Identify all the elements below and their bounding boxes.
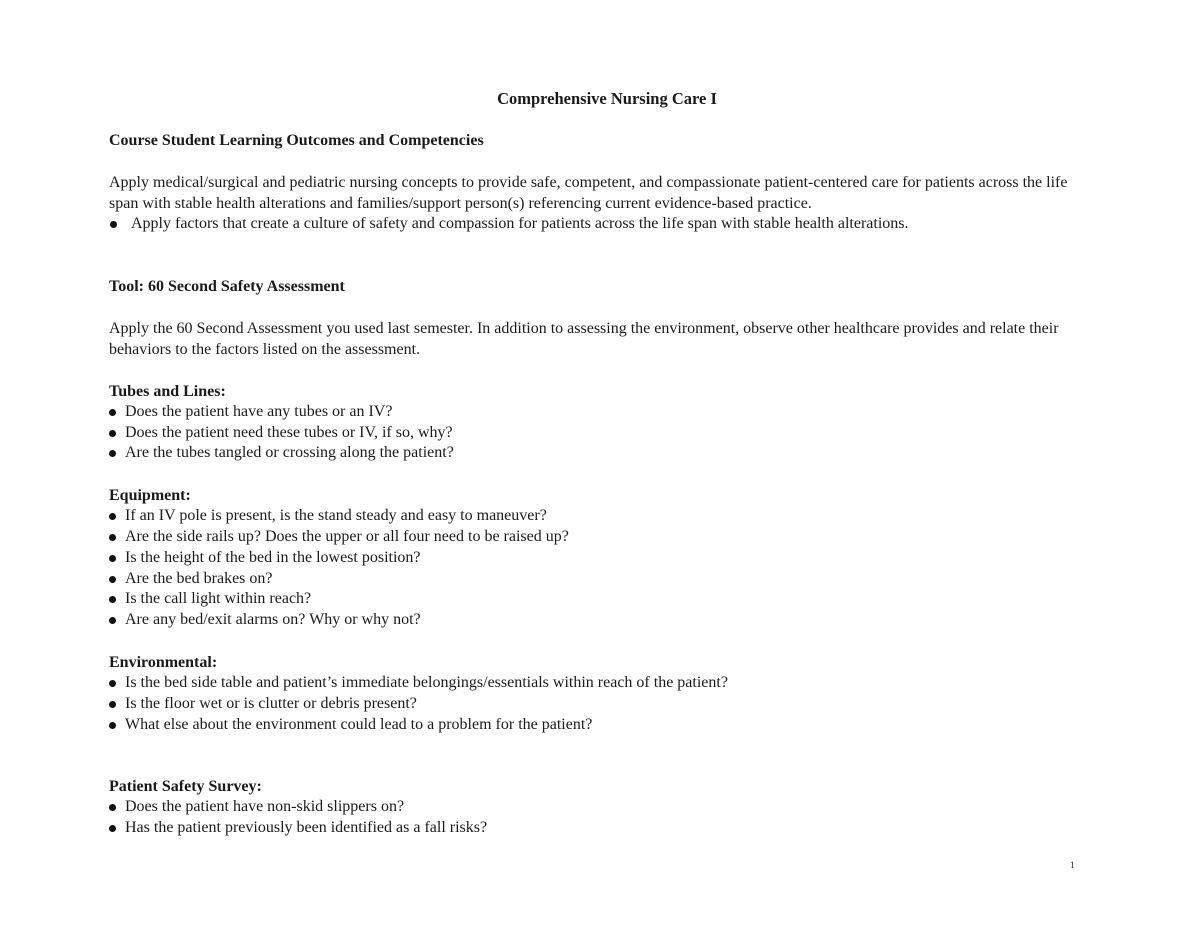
list-item: Does the patient need these tubes or IV, if so, why? <box>109 423 1089 444</box>
page-number: 1 <box>1070 860 1075 870</box>
list-item: Does the patient have non-skid slippers on? <box>109 797 1089 818</box>
list-item: Is the call light within reach? <box>109 589 1089 610</box>
tool-heading: Tool: 60 Second Safety Assessment <box>109 277 345 295</box>
tool-paragraph: Apply the 60 Second Assessment you used last semester. In addition to assessing the environment, observe other healthcare provides and relate their behaviors to the factors listed on the assessment. <box>109 319 1059 358</box>
list-item: Apply factors that create a culture of safety and compassion for patients across the life span with stable health alterations. <box>109 214 1089 235</box>
list-item: Has the patient previously been identified as a fall risks? <box>109 818 1089 839</box>
bullet-icon <box>109 555 116 562</box>
section-heading-patient-safety: Patient Safety Survey: <box>109 778 262 796</box>
tubes-bullet-list <box>109 402 1089 464</box>
list-item: Is the floor wet or is clutter or debris present? <box>109 694 1089 715</box>
list-item: Are the side rails up? Does the upper or all four need to be raised up? <box>109 527 1089 548</box>
bullet-icon <box>109 722 116 729</box>
bullet-icon <box>109 701 116 708</box>
section-heading-tubes: Tubes and Lines: <box>109 382 226 400</box>
outcomes-paragraph: Apply medical/surgical and pediatric nursing concepts to provide safe, competent, and compassionate patient-centered care for patients across the life span with stable health alterations and families/support person(s) referencing current evidence-based practice. <box>109 174 1068 212</box>
list-item: What else about the environment could lead to a problem for the patient? <box>109 715 1089 736</box>
outcomes-heading: Course Student Learning Outcomes and Competencies <box>109 132 484 149</box>
list-item: Are the tubes tangled or crossing along the patient? <box>109 443 1089 464</box>
bullet-icon <box>109 804 116 811</box>
environmental-bullet-list <box>109 673 1089 735</box>
list-item: Are any bed/exit alarms on? Why or why not? <box>109 610 1089 631</box>
bullet-icon <box>109 534 116 541</box>
bullet-icon <box>109 409 116 416</box>
document-body <box>109 130 1089 839</box>
bullet-icon <box>109 596 116 603</box>
bullet-icon <box>109 617 116 624</box>
section-heading-equipment: Equipment: <box>109 487 191 505</box>
bullet-icon <box>109 680 116 687</box>
outcomes-bullet-list <box>109 214 1089 235</box>
bullet-icon <box>110 221 117 228</box>
list-item: Are the bed brakes on? <box>109 569 1089 590</box>
list-item: If an IV pole is present, is the stand steady and easy to maneuver? <box>109 506 1089 527</box>
bullet-icon <box>109 825 116 832</box>
list-item: Is the bed side table and patient’s immediate belongings/essentials within reach of the patient? <box>109 673 1089 694</box>
document-title: Comprehensive Nursing Care I <box>497 89 717 108</box>
list-item: Is the height of the bed in the lowest position? <box>109 548 1089 569</box>
patient-safety-bullet-list <box>109 797 1089 839</box>
bullet-icon <box>109 576 116 583</box>
equipment-bullet-list <box>109 506 1089 631</box>
list-item: Does the patient have any tubes or an IV? <box>109 402 1089 423</box>
bullet-icon <box>109 430 116 437</box>
bullet-icon <box>109 450 116 457</box>
section-heading-environmental: Environmental: <box>109 653 218 671</box>
bullet-icon <box>109 513 116 520</box>
